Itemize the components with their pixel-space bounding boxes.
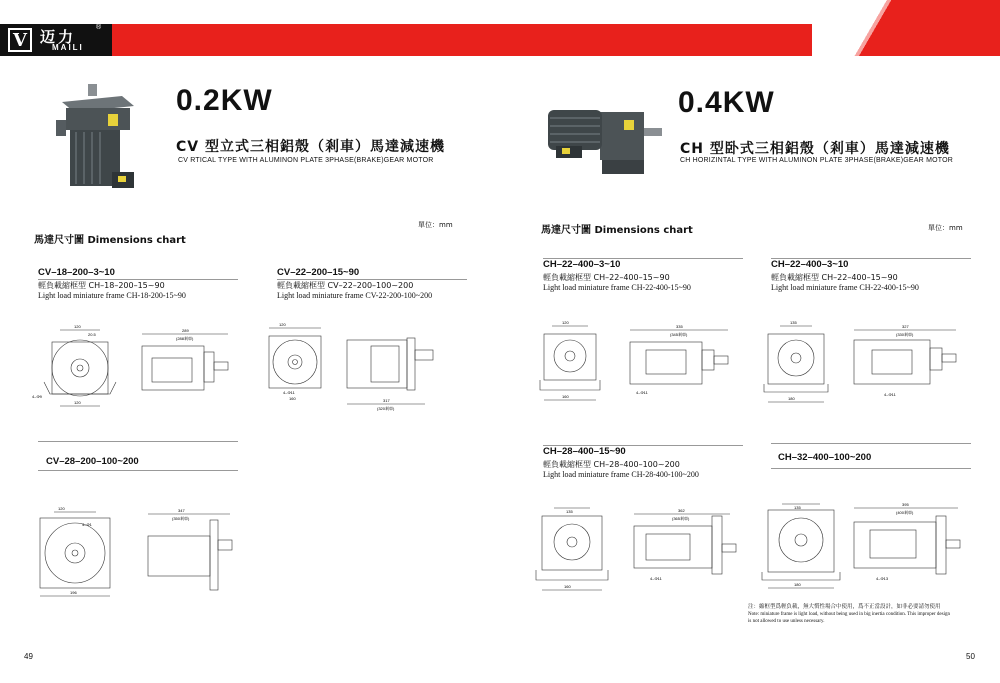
- dim-label: 160: [564, 584, 571, 589]
- right-product-title-en: CH HORIZINTAL TYPE WITH ALUMINON PLATE 3PHASE(BRAKE)GEAR MOTOR: [680, 157, 953, 164]
- model-code-cv28: CV–28–200–100~200: [46, 456, 139, 467]
- dim-label: (330剎車): [896, 332, 914, 337]
- light-load-cn: 輕負載縮框型 CH–22–400–15~90: [771, 273, 898, 282]
- dim-label: 120: [74, 324, 81, 329]
- model-code-cv22: CV–22–200–15~90: [277, 267, 360, 278]
- header-accent-stripe: [812, 0, 1000, 56]
- right-power-rating: 0.4KW: [678, 86, 775, 119]
- dim-label: 120: [58, 506, 65, 511]
- dim-label: 4–Φ11: [650, 576, 662, 581]
- left-power-rating: 0.2KW: [176, 84, 273, 117]
- left-product-title-en: CV RTICAL TYPE WITH ALUMINON PLATE 3PHASE(BRAKE)GEAR MOTOR: [178, 157, 434, 164]
- brand-name-cn: 迈力: [40, 28, 77, 46]
- dim-label: 4–Φ1: [82, 522, 92, 527]
- divider: [771, 468, 971, 469]
- dim-label: (288剎車): [176, 336, 194, 341]
- dimension-drawing-ch28: [532, 504, 742, 596]
- light-load-cn: 輕負載縮框型 CV–22–200–100~200: [277, 281, 414, 290]
- dimension-drawing-cv22: [255, 322, 465, 414]
- dim-label: 289: [182, 328, 189, 333]
- light-load-en: Light load miniature frame CH-28-400-100~200: [543, 470, 699, 479]
- page-number-right: 50: [966, 652, 975, 661]
- dim-label: 335: [676, 324, 683, 329]
- left-unit-label: 單位：mm: [418, 221, 453, 229]
- dim-label: 395: [902, 502, 909, 507]
- dim-label: 120: [74, 400, 81, 405]
- dim-label: 4–Φ13: [876, 576, 889, 581]
- dim-label: (400剎車): [896, 510, 914, 515]
- divider: [771, 258, 971, 259]
- header-band: [0, 24, 1000, 56]
- left-dimensions-heading: 馬達尺寸圖 Dimensions chart: [34, 235, 186, 246]
- light-load-en: Light load miniature frame CV-22-200-100~200: [277, 291, 433, 300]
- dimension-drawing-cv18: [30, 322, 240, 414]
- dim-label: 135: [566, 509, 573, 514]
- note-cn: 注：縮框型爲輕負載，無大慣性場合中使用，爲不正當設計，如非必要請勿使用: [748, 604, 941, 610]
- miniature-frame-note: [748, 604, 978, 625]
- dim-label: 120: [562, 320, 569, 325]
- dim-label: (320剎車): [377, 406, 395, 411]
- model-code-ch32: CH–32–400–100~200: [778, 452, 872, 463]
- dim-label: 120: [279, 322, 286, 327]
- model-code-ch22-a: CH–22–400–3~10: [543, 259, 621, 270]
- model-code-ch28: CH–28–400–15~90: [543, 446, 626, 457]
- dim-label: 135: [794, 505, 801, 510]
- light-load-en: Light load miniature frame CH-22-400-15~90: [771, 283, 919, 292]
- note-en-line2: is not allowed to use unless necessary.: [748, 619, 825, 624]
- left-product-title-cn: CV 型立式三相鋁殼（剎車）馬達減速機: [176, 139, 445, 155]
- dim-label: 327: [902, 324, 909, 329]
- divider: [38, 470, 238, 471]
- light-load-cn: 輕負載縮框型 CH–28–400–100~200: [543, 460, 680, 469]
- vertical-motor-image: [52, 84, 142, 196]
- dim-label: 4–Φ11: [884, 392, 896, 397]
- registered-mark: ®: [96, 24, 102, 31]
- dim-label: 4–Φ11: [283, 390, 295, 395]
- right-unit-label: 單位：mm: [928, 224, 963, 232]
- divider: [771, 443, 971, 444]
- header-red-bar: [0, 24, 812, 56]
- dim-label: (365剎車): [672, 516, 690, 521]
- horizontal-motor-image: [538, 104, 664, 182]
- brand-logo-mark: V: [8, 28, 32, 52]
- dim-label: 4–Φ11: [636, 390, 648, 395]
- dim-label: 4–Φ9: [32, 394, 42, 399]
- dim-label: 196: [70, 590, 77, 595]
- dimension-drawing-ch32: [758, 500, 968, 592]
- divider: [543, 445, 743, 446]
- divider: [543, 258, 743, 259]
- dimension-drawing-ch22-a: [532, 320, 742, 412]
- dim-label: 20.5: [88, 332, 96, 337]
- dim-label: 180: [788, 396, 795, 401]
- page-number-left: 49: [24, 652, 33, 661]
- dimension-drawing-ch22-b: [758, 320, 968, 412]
- note-en-line1: Note: miniature frame is light load, without being used in big inertia condition. This improper design: [748, 612, 950, 617]
- dim-label: 362: [678, 508, 685, 513]
- model-code-cv18: CV–18–200–3~10: [38, 267, 115, 278]
- dim-label: 317: [383, 398, 390, 403]
- dim-label: 160: [562, 394, 569, 399]
- dim-label: 160: [289, 396, 296, 401]
- dim-label: 180: [794, 582, 801, 587]
- light-load-en: Light load miniature frame CH-22-400-15~90: [543, 283, 691, 292]
- model-code-ch22-b: CH–22–400–3~10: [771, 259, 849, 270]
- brand-name-en: MAILI: [52, 43, 84, 52]
- dim-label: (350剎車): [172, 516, 190, 521]
- dim-label: 135: [790, 320, 797, 325]
- right-product-title-cn: CH 型卧式三相鋁殼（剎車）馬達減速機: [680, 141, 950, 157]
- divider: [38, 441, 238, 442]
- dimension-drawing-cv28: [30, 506, 240, 598]
- light-load-en: Light load miniature frame CH-18-200-15~90: [38, 291, 186, 300]
- right-dimensions-heading: 馬達尺寸圖 Dimensions chart: [541, 225, 693, 236]
- dim-label: 347: [178, 508, 185, 513]
- dim-label: (345剎車): [670, 332, 688, 337]
- light-load-cn: 輕負載縮框型 CH–18–200–15~90: [38, 281, 165, 290]
- light-load-cn: 輕負載縮框型 CH–22–400–15~90: [543, 273, 670, 282]
